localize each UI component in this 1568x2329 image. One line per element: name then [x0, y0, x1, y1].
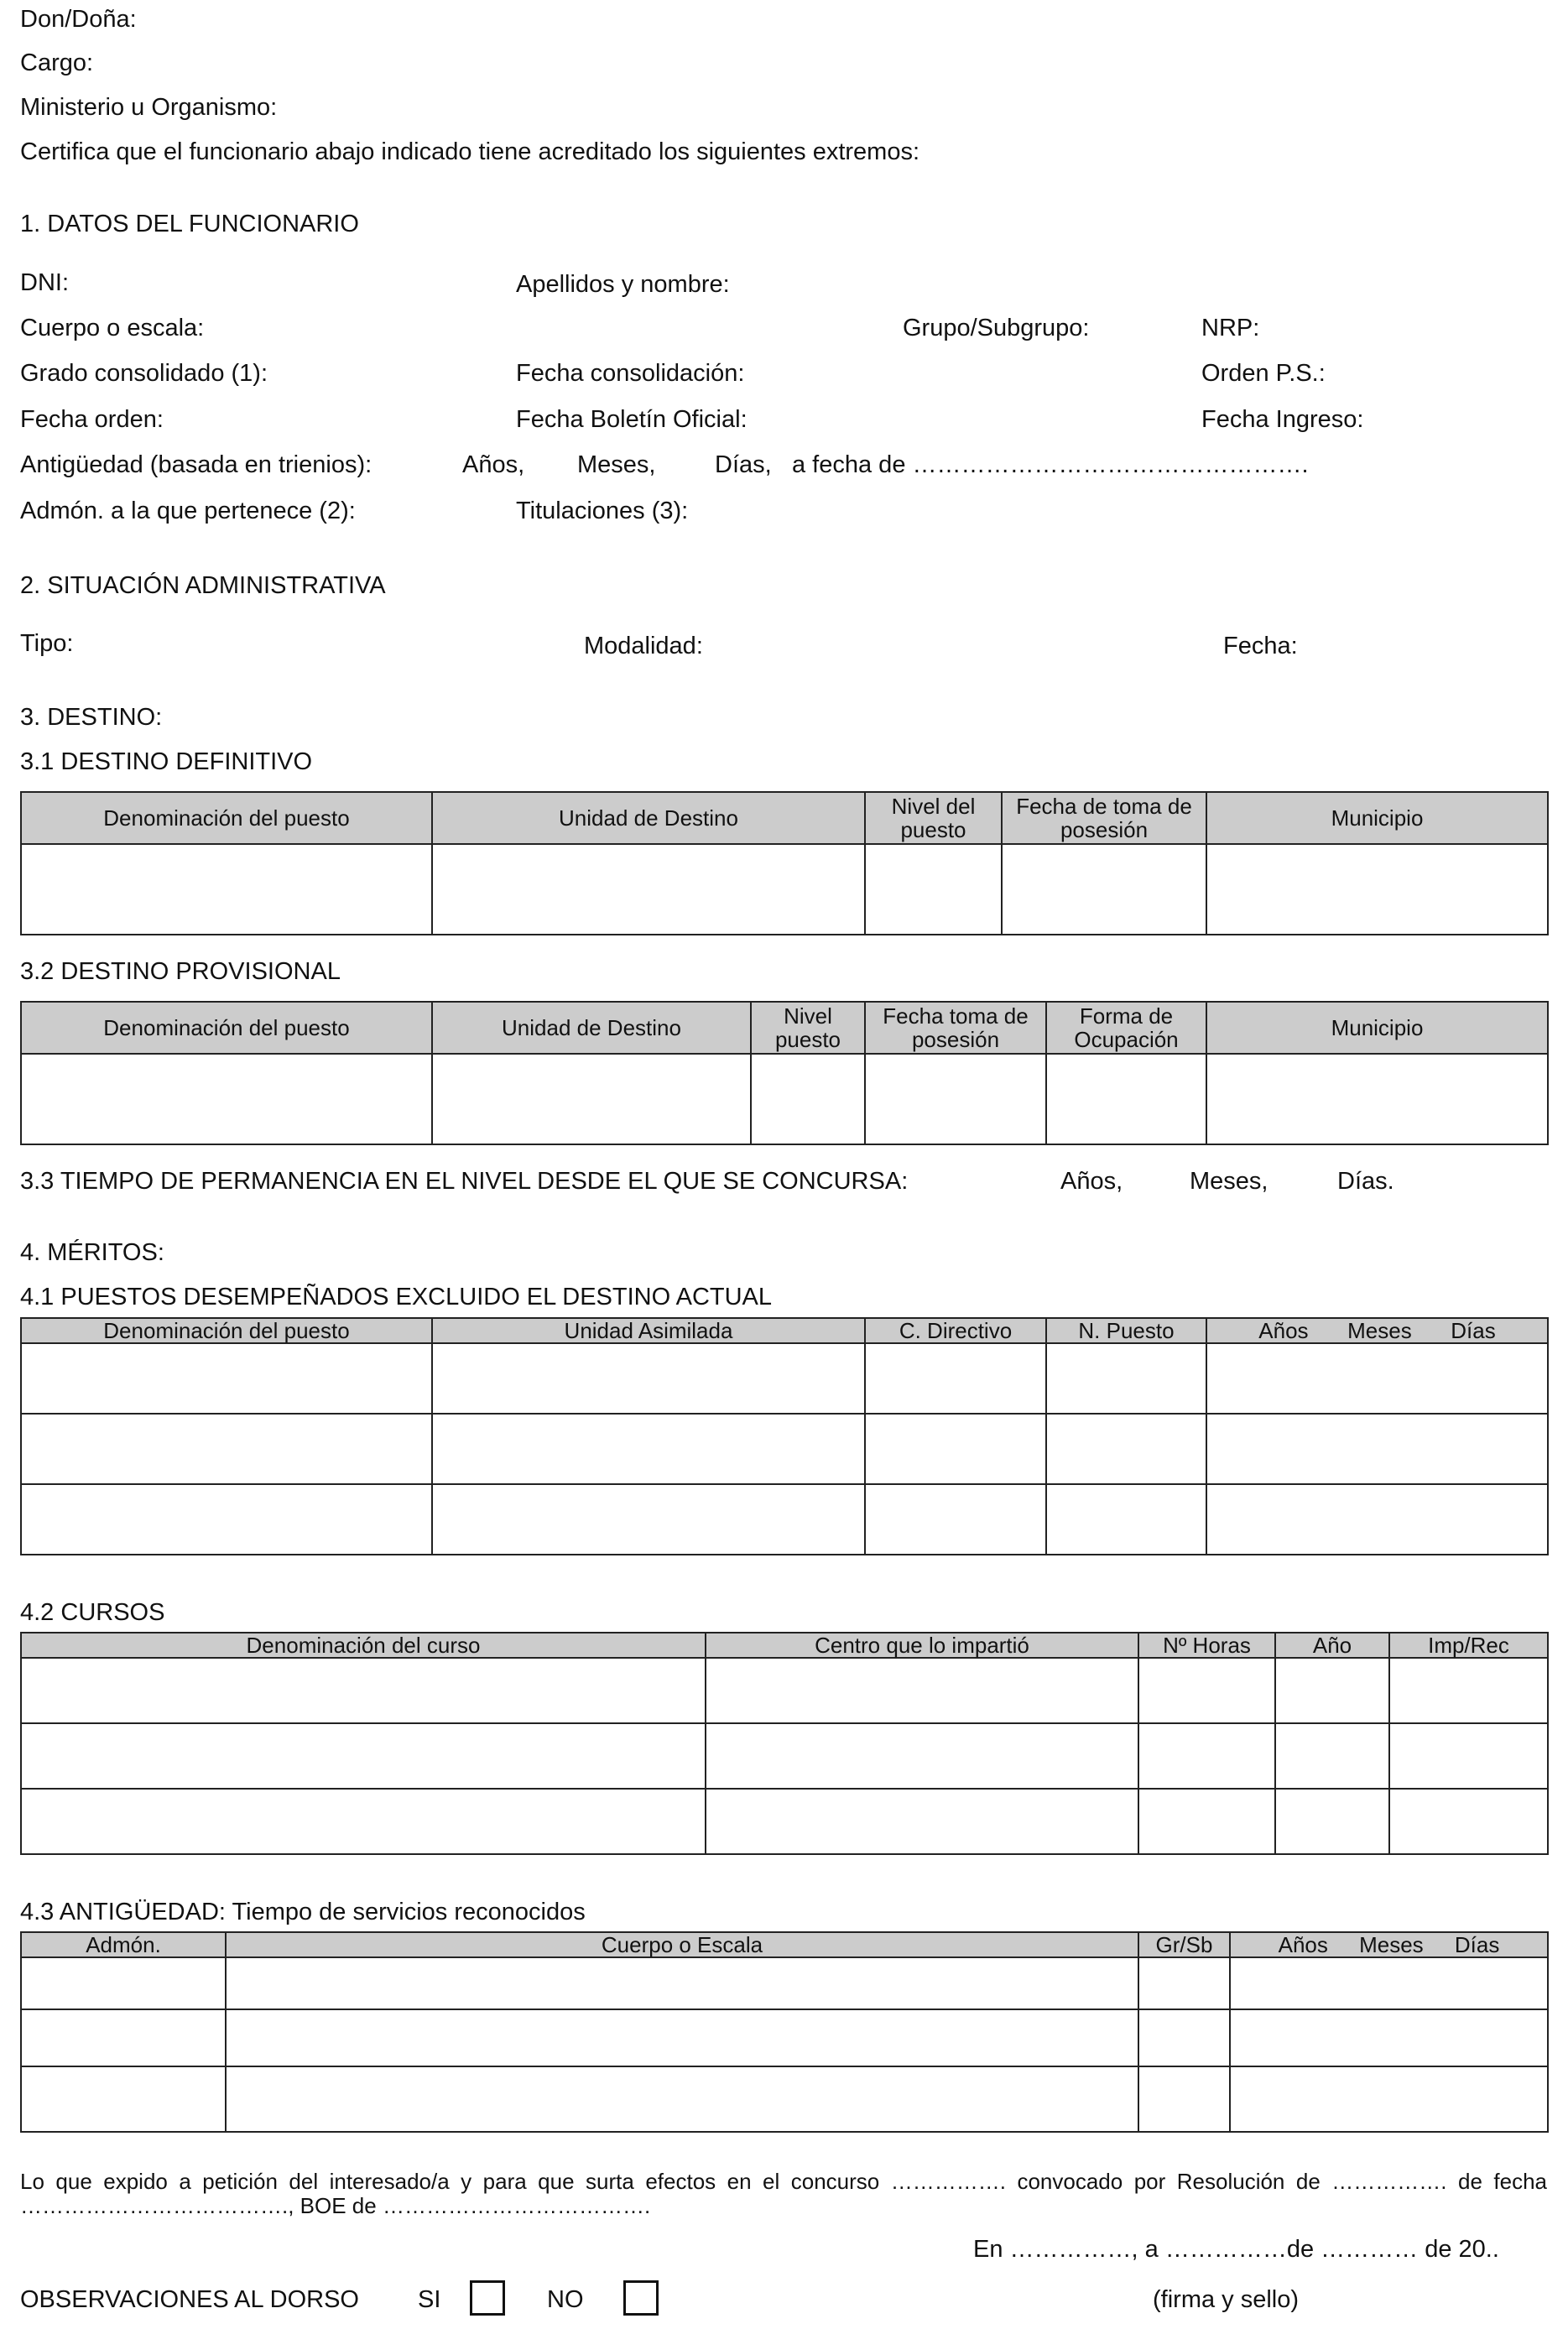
cargo-label: Cargo: — [20, 49, 94, 76]
input-cell[interactable] — [1138, 1658, 1275, 1723]
input-cell[interactable] — [21, 1054, 432, 1144]
permanencia-label: 3.3 TIEMPO DE PERMANENCIA EN EL NIVEL DESDE EL QUE SE CONCURSA: — [20, 1168, 909, 1195]
titulaciones-label: Titulaciones (3): — [516, 498, 689, 524]
input-cell[interactable] — [432, 1054, 751, 1144]
col-ano: Año — [1275, 1633, 1389, 1658]
firma-label: (firma y sello) — [1153, 2286, 1300, 2313]
col-fecha-toma: Fecha de toma de posesión — [1002, 792, 1206, 844]
input-cell[interactable] — [1046, 1343, 1206, 1414]
antiguedad-anos: Años, — [462, 451, 525, 478]
don-dona-label: Don/Doña: — [20, 6, 137, 33]
expido-line-2: ………………………………., BOE de ………………………………. — [20, 2193, 651, 2218]
input-cell[interactable] — [1275, 1789, 1389, 1854]
input-cell[interactable] — [1046, 1484, 1206, 1555]
input-cell[interactable] — [21, 1414, 432, 1484]
col-anos: Años — [1278, 1932, 1328, 1957]
si-checkbox[interactable] — [470, 2280, 505, 2316]
col-tiempo — [1230, 1932, 1548, 1957]
apellidos-label: Apellidos y nombre: — [516, 271, 730, 298]
section-4-title: 4. MÉRITOS: — [20, 1239, 164, 1266]
si-label: SI — [418, 2286, 441, 2313]
antiguedad-label: Antigüedad (basada en trienios): — [20, 451, 372, 478]
destino-definitivo-title: 3.1 DESTINO DEFINITIVO — [20, 748, 313, 775]
table-row — [21, 1343, 1548, 1414]
col-cuerpo-escala: Cuerpo o Escala — [226, 1932, 1138, 1957]
orden-ps-label: Orden P.S.: — [1201, 360, 1326, 387]
col-dias: Días — [1451, 1318, 1496, 1343]
input-cell[interactable] — [1389, 1789, 1548, 1854]
no-checkbox[interactable] — [623, 2280, 659, 2316]
section-2-title: 2. SITUACIÓN ADMINISTRATIVA — [20, 572, 386, 599]
input-cell[interactable] — [1138, 1957, 1230, 2009]
col-admon: Admón. — [21, 1932, 226, 1957]
dni-label: DNI: — [20, 269, 69, 296]
no-label: NO — [547, 2286, 584, 2313]
cuerpo-label: Cuerpo o escala: — [20, 315, 205, 341]
input-cell[interactable] — [432, 1484, 865, 1555]
input-cell[interactable] — [1046, 1414, 1206, 1484]
input-cell[interactable] — [1206, 1414, 1548, 1484]
table-row — [21, 1957, 1548, 2009]
input-cell[interactable] — [21, 1723, 706, 1789]
input-cell[interactable] — [706, 1658, 1138, 1723]
input-cell[interactable] — [1138, 1789, 1275, 1854]
col-unidad-asimilada: Unidad Asimilada — [432, 1318, 865, 1343]
observaciones-label: OBSERVACIONES AL DORSO — [20, 2286, 359, 2313]
input-cell[interactable] — [1138, 2066, 1230, 2132]
ministerio-label: Ministerio u Organismo: — [20, 94, 278, 121]
input-cell[interactable] — [21, 2066, 226, 2132]
input-cell[interactable] — [865, 1054, 1046, 1144]
input-cell[interactable] — [865, 1414, 1046, 1484]
table-row — [21, 2009, 1548, 2066]
input-cell[interactable] — [21, 1484, 432, 1555]
fecha-orden-label: Fecha orden: — [20, 406, 164, 433]
input-cell[interactable] — [432, 844, 865, 935]
antiguedad-meses: Meses, — [577, 451, 656, 478]
col-unidad-destino: Unidad de Destino — [432, 1002, 751, 1054]
input-cell[interactable] — [1138, 2009, 1230, 2066]
input-cell[interactable] — [1230, 2009, 1548, 2066]
modalidad-label: Modalidad: — [584, 633, 703, 659]
input-cell[interactable] — [1389, 1658, 1548, 1723]
col-denominacion-curso: Denominación del curso — [21, 1633, 706, 1658]
input-cell[interactable] — [1230, 2066, 1548, 2132]
input-cell[interactable] — [1002, 844, 1206, 935]
cursos-table — [20, 1632, 1549, 1855]
antiguedad-table — [20, 1931, 1549, 2133]
input-cell[interactable] — [865, 1484, 1046, 1555]
input-cell[interactable] — [226, 1957, 1138, 2009]
input-cell[interactable] — [1046, 1054, 1206, 1144]
col-municipio: Municipio — [1206, 1002, 1548, 1054]
section-3-title: 3. DESTINO: — [20, 704, 163, 731]
certifica-text: Certifica que el funcionario abajo indicado tiene acreditado los siguientes extremos: — [20, 138, 920, 165]
input-cell[interactable] — [1206, 844, 1548, 935]
input-cell[interactable] — [706, 1789, 1138, 1854]
table-row — [21, 1658, 1548, 1723]
col-anos: Años — [1258, 1318, 1309, 1343]
col-nivel: Nivel del puesto — [865, 792, 1002, 844]
admon-label: Admón. a la que pertenece (2): — [20, 498, 356, 524]
section-1-title: 1. DATOS DEL FUNCIONARIO — [20, 211, 359, 237]
permanencia-dias: Días. — [1337, 1168, 1394, 1195]
col-unidad-destino: Unidad de Destino — [432, 792, 865, 844]
input-cell[interactable] — [226, 2066, 1138, 2132]
table-row — [21, 1414, 1548, 1484]
input-cell[interactable] — [21, 1789, 706, 1854]
input-cell[interactable] — [1275, 1658, 1389, 1723]
col-centro: Centro que lo impartió — [706, 1633, 1138, 1658]
tipo-label: Tipo: — [20, 630, 74, 657]
input-cell[interactable] — [21, 844, 432, 935]
col-tiempo — [1206, 1318, 1548, 1343]
table-row — [21, 1723, 1548, 1789]
input-cell[interactable] — [432, 1414, 865, 1484]
input-cell[interactable] — [1230, 1957, 1548, 2009]
permanencia-anos: Años, — [1060, 1168, 1123, 1195]
a-fecha-de: a fecha de …………………………………………. — [792, 451, 1309, 478]
input-cell[interactable] — [706, 1723, 1138, 1789]
col-nivel: Nivel puesto — [751, 1002, 865, 1054]
input-cell[interactable] — [1389, 1723, 1548, 1789]
input-cell[interactable] — [751, 1054, 865, 1144]
antiguedad-dias: Días, — [715, 451, 772, 478]
destino-definitivo-table — [20, 791, 1549, 935]
destino-provisional-title: 3.2 DESTINO PROVISIONAL — [20, 958, 341, 985]
puestos-table — [20, 1317, 1549, 1555]
col-meses: Meses — [1359, 1932, 1424, 1957]
input-cell[interactable] — [432, 1343, 865, 1414]
fecha-ingreso-label: Fecha Ingreso: — [1201, 406, 1364, 433]
col-denominacion: Denominación del puesto — [21, 1002, 432, 1054]
input-cell[interactable] — [21, 1957, 226, 2009]
col-forma-ocupacion: Forma de Ocupación — [1046, 1002, 1206, 1054]
input-cell[interactable] — [1206, 1343, 1548, 1414]
col-denominacion: Denominación del puesto — [21, 1318, 432, 1343]
input-cell[interactable] — [865, 844, 1002, 935]
col-imp-rec: Imp/Rec — [1389, 1633, 1548, 1658]
destino-provisional-table — [20, 1001, 1549, 1145]
input-cell[interactable] — [226, 2009, 1138, 2066]
input-cell[interactable] — [1138, 1723, 1275, 1789]
grupo-label: Grupo/Subgrupo: — [903, 315, 1090, 341]
grado-label: Grado consolidado (1): — [20, 360, 268, 387]
fecha-label: Fecha: — [1223, 633, 1298, 659]
input-cell[interactable] — [21, 1343, 432, 1414]
permanencia-meses: Meses, — [1190, 1168, 1268, 1195]
cursos-title: 4.2 CURSOS — [20, 1599, 165, 1626]
puestos-title: 4.1 PUESTOS DESEMPEÑADOS EXCLUIDO EL DESTINO ACTUAL — [20, 1284, 773, 1310]
col-horas: Nº Horas — [1138, 1633, 1275, 1658]
col-dias: Días — [1454, 1932, 1500, 1957]
col-meses: Meses — [1347, 1318, 1412, 1343]
expido-line-1: Lo que expido a petición del interesado/a y para que surta efectos en el concurso ……………. convocado por Resolución de ……………. de fecha — [20, 2169, 1547, 2194]
table-row — [21, 1054, 1548, 1144]
col-municipio: Municipio — [1206, 792, 1548, 844]
input-cell[interactable] — [865, 1343, 1046, 1414]
input-cell[interactable] — [21, 2009, 226, 2066]
col-gr-sb: Gr/Sb — [1138, 1932, 1230, 1957]
input-cell[interactable] — [21, 1658, 706, 1723]
table-row — [21, 2066, 1548, 2132]
en-fecha-line: En ……………, a ……………de ………… de 20.. — [973, 2236, 1499, 2263]
nrp-label: NRP: — [1201, 315, 1260, 341]
col-c-directivo: C. Directivo — [865, 1318, 1046, 1343]
input-cell[interactable] — [1206, 1484, 1548, 1555]
input-cell[interactable] — [1275, 1723, 1389, 1789]
table-row — [21, 1789, 1548, 1854]
col-denominacion: Denominación del puesto — [21, 792, 432, 844]
col-fecha-toma: Fecha toma de posesión — [865, 1002, 1046, 1054]
input-cell[interactable] — [1206, 1054, 1548, 1144]
col-n-puesto: N. Puesto — [1046, 1318, 1206, 1343]
fecha-consolidacion-label: Fecha consolidación: — [516, 360, 745, 387]
fecha-boletin-label: Fecha Boletín Oficial: — [516, 406, 748, 433]
table-row — [21, 844, 1548, 935]
antiguedad-title: 4.3 ANTIGÜEDAD: Tiempo de servicios reconocidos — [20, 1899, 586, 1925]
table-row — [21, 1484, 1548, 1555]
